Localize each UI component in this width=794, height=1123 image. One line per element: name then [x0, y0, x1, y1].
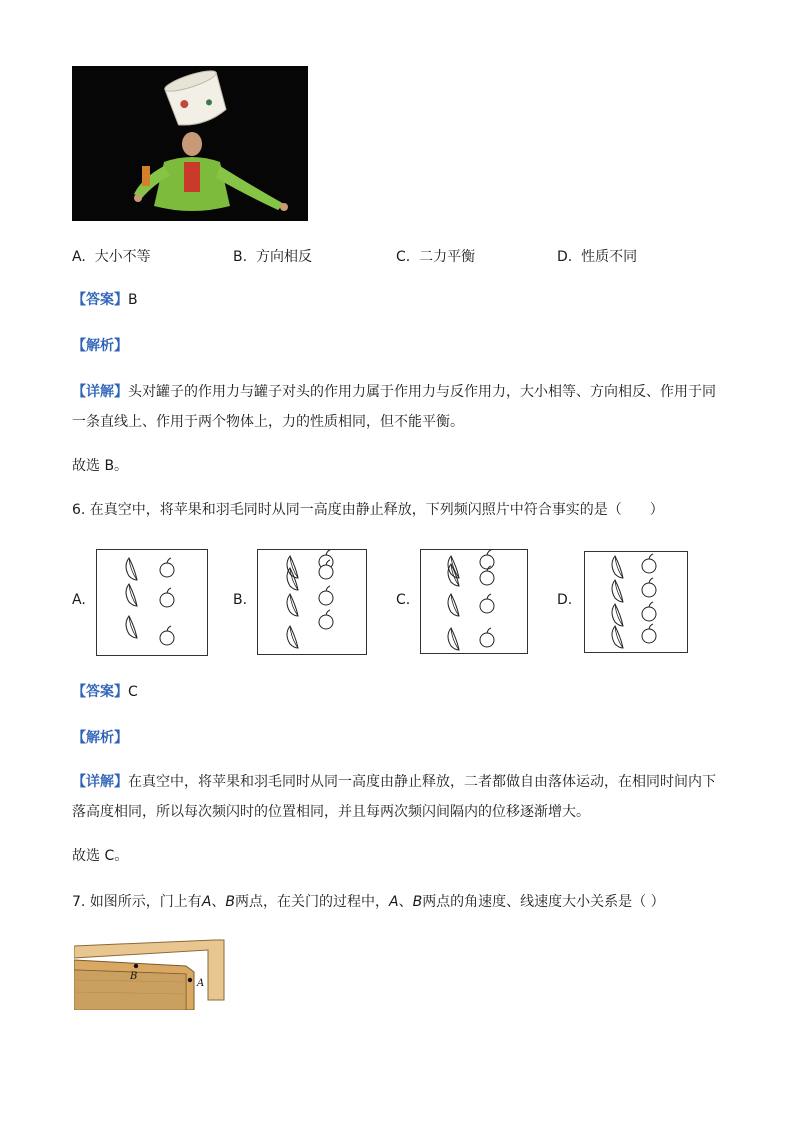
q6-option-b-label: B. — [233, 592, 248, 608]
q5-conclusion: 故选 B。 — [72, 458, 129, 474]
q6-answer: 【答案】C — [72, 684, 138, 700]
apple-a-2 — [160, 626, 174, 645]
q6-analysis-heading: 【解析】 — [72, 730, 128, 746]
q6-frame-b — [257, 549, 367, 655]
apple-c-3 — [480, 628, 494, 647]
q5-option-c: C. 二力平衡 — [396, 249, 476, 265]
apple-d-2 — [642, 602, 656, 621]
q5-detail-line1: 【详解】头对罐子的作用力与罐子对头的作用力属于作用力与反作用力，大小相等、方向相反、作用于同 — [72, 384, 716, 400]
q6-frame-c — [420, 549, 528, 654]
apple-c-0 — [480, 550, 494, 569]
q5-option-d: D. 性质不同 — [557, 249, 638, 265]
feather-a-1 — [126, 584, 137, 606]
feather-c-2 — [448, 594, 459, 616]
feather-c-3 — [448, 628, 459, 650]
apple-d-3 — [642, 624, 656, 643]
apple-c-2 — [480, 594, 494, 613]
apple-d-0 — [642, 554, 656, 573]
feather-d-0 — [612, 556, 623, 578]
feather-d-1 — [612, 580, 623, 602]
door-label-b: B — [130, 971, 138, 982]
feather-a-0 — [126, 558, 137, 580]
q6-conclusion: 故选 C。 — [72, 848, 129, 864]
feather-b-3 — [287, 626, 298, 648]
q5-detail-line2: 一条直线上、作用于两个物体上，力的性质相同，但不能平衡。 — [72, 414, 464, 430]
q6-question: 6. 在真空中，将苹果和羽毛同时从同一高度由静止释放，下列频闪照片中符合事实的是（ ） — [72, 502, 664, 518]
q6-frame-d — [584, 551, 688, 653]
performer-photo — [72, 66, 308, 221]
q5-option-a: A. 大小不等 — [72, 249, 151, 265]
feather-d-2 — [612, 604, 623, 626]
q6-option-d-label: D. — [557, 592, 573, 608]
q6-detail-line2: 落高度相同，所以每次频闪时的位置相同，并且每两次频闪间隔内的位移逐渐增大。 — [72, 804, 590, 820]
q5-analysis-heading: 【解析】 — [72, 338, 128, 354]
q5-option-b: B. 方向相反 — [233, 249, 312, 265]
door-label-a: A — [197, 978, 205, 989]
apple-a-1 — [160, 588, 174, 607]
q6-detail-line1: 【详解】在真空中，将苹果和羽毛同时从同一高度由静止释放，二者都做自由落体运动，在相同时间内下 — [72, 774, 716, 790]
feather-b-0 — [287, 556, 298, 578]
q7-question: 7. 如图所示，门上有A、B两点，在关门的过程中，A、B两点的角速度、线速度大小关系是（ ） — [72, 894, 665, 910]
feather-a-2 — [126, 616, 137, 638]
apple-b-2 — [319, 586, 333, 605]
door-figure — [74, 936, 226, 1010]
q6-option-a-label: A. — [72, 592, 86, 608]
apple-a-0 — [160, 558, 174, 577]
apple-b-3 — [319, 610, 333, 629]
q6-option-c-label: C. — [396, 592, 411, 608]
feather-d-3 — [612, 626, 623, 648]
apple-d-1 — [642, 578, 656, 597]
q5-answer: 【答案】B — [72, 292, 138, 308]
q6-frame-a — [96, 549, 208, 656]
feather-b-2 — [287, 594, 298, 616]
